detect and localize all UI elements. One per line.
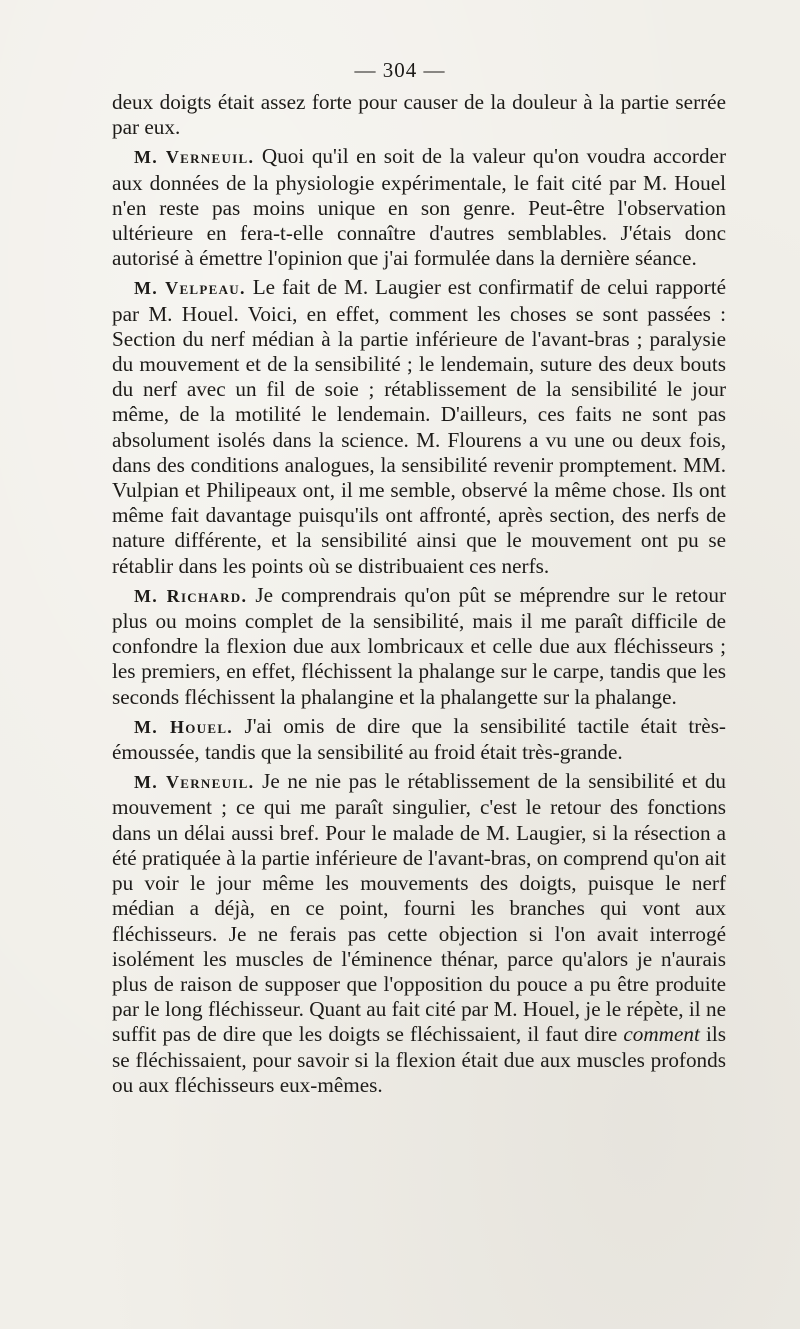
paragraph-text: Je comprendrais qu'on pût se méprendre sur le retour plus ou moins complet de la sensibilité, mais il me paraît difficile de confondre la flexion due aux lombricaux et celle due aux fléchisseurs ; les premiers, en effet, fléchissent la phalange sur le carpe, tandis que les seconds fléchissent la phalangine et la phalangette sur la phalange. [112, 582, 727, 709]
paragraph-text-end: ils se fléchissaient, pour savoir si la flexion était due aux muscles profonds ou aux fléchisseurs eux-mêmes. [112, 1022, 727, 1097]
paragraph-verneuil-2 [112, 769, 726, 1098]
page-number: — 304 — [354, 58, 446, 82]
emphasized-word: comment [623, 1022, 700, 1047]
speaker-name: M. Velpeau. [134, 278, 246, 299]
paragraph-text: J'ai omis de dire que la sensibilité tactile était très-émoussée, tandis que la sensibilité au froid était très-grande. [112, 713, 726, 765]
paragraph-velpeau [112, 275, 726, 578]
paragraph-verneuil-1 [112, 144, 726, 271]
paragraph-richard [112, 583, 726, 710]
speaker-name: M. Houel. [134, 716, 234, 737]
speaker-name: M. Verneuil. [134, 147, 255, 168]
speaker-name: M. Richard. [134, 585, 248, 606]
paragraph-text: deux doigts était assez forte pour causer de la douleur à la partie serrée par eux. [112, 90, 726, 140]
paragraph-houel [112, 714, 726, 765]
speaker-name: M. Verneuil. [134, 772, 255, 793]
paragraph-text: Le fait de M. Laugier est confirmatif de celui rapporté par M. Houel. Voici, en effet, comment les choses se sont passées : Section du nerf médian à la partie inférieure de l'avant-bras ; paralysie du mouvement et de la sensibilité ; le lendemain, suture des deux bouts du nerf avec un fil de soie ; rétablissement de la sensibilité le jour même, de la motilité le lendemain. D'ailleurs, ces faits ne sont pas absolument isolés dans la science. M. Flourens a vu une ou deux fois, dans des conditions analogues, la sensibilité revenir promptement. MM. Vulpian et Philipeaux ont, il me semble, observé la même chose. Ils ont même fait davantage puisqu'ils ont affronté, après section, des nerfs de nature différente, et la sensibilité ainsi que le mouvement ont pu se rétablir dans les points où se distribuaient ces nerfs. [112, 275, 726, 578]
paragraph-continuation [112, 90, 726, 140]
body-text [112, 90, 726, 1102]
paragraph-text: Quoi qu'il en soit de la valeur qu'on voudra accorder aux données de la physiologie expérimentale, le fait cité par M. Houel n'en reste pas moins unique en son genre. Peut-être l'observation ultérieure en fera-t-elle connaître d'autres semblables. J'étais donc autorisé à émettre l'opinion que j'ai formulée dans la dernière séance. [112, 144, 726, 271]
paragraph-text: Je ne nie pas le rétablissement de la sensibilité et du mouvement ; ce qui me paraît singulier, c'est le retour des fonctions dans un délai aussi bref. Pour le malade de M. Laugier, si la résection a été pratiquée à la partie inférieure de l'avant-bras, on comprend qu'on ait pu voir le jour même les mouvements des doigts, puisque le nerf médian a déjà, en ce point, fourni les branches qui vont aux fléchisseurs. Je ne ferais pas cette objection si l'on avait interrogé isolément les muscles de l'éminence thénar, parce qu'alors je n'aurais plus de raison de supposer que l'opposition du pouce a pu être produite par le long fléchisseur. Quant au fait cité par M. Houel, je le répète, il ne suffit pas de dire que les doigts se fléchissaient, il faut dire [112, 769, 727, 1047]
